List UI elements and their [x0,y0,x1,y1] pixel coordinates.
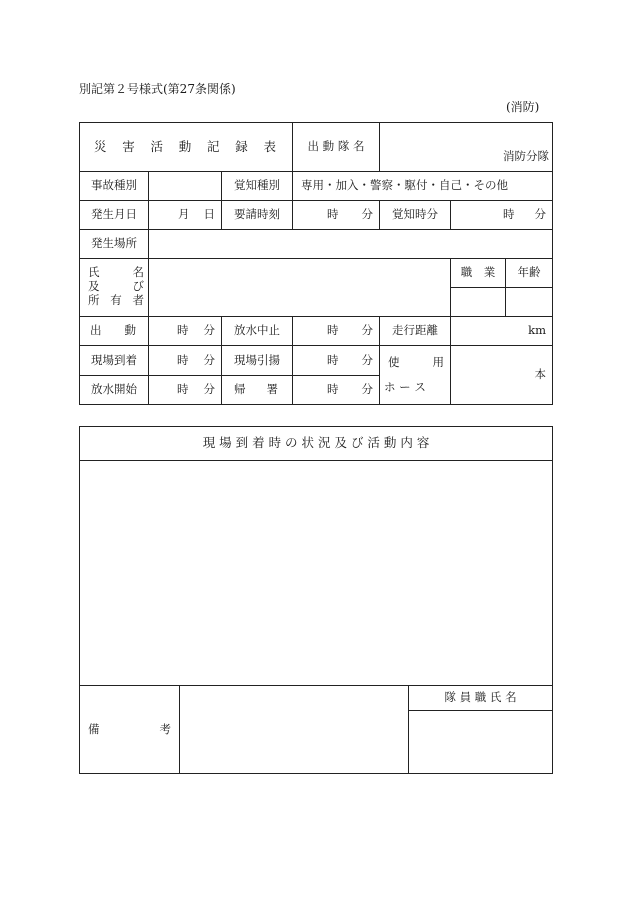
hour-unit: 時 [503,207,515,222]
activity-title: 現 場 到 着 時 の 状 況 及 び 活 動 内 容 [80,427,553,461]
record-table [79,122,553,405]
dispatch-label [80,317,149,346]
hose-label-a: 使 [388,354,400,369]
title-char: 活 [150,138,164,154]
owner-label-line: 氏 名 [88,265,144,279]
minute-unit: 分 [361,382,374,397]
hour-unit: 時 [327,352,339,367]
return-label-a: 帰 [234,382,246,397]
minute-unit: 分 [361,323,374,338]
hour-unit: 時 [177,352,189,367]
minute-unit: 分 [203,382,215,397]
age-field[interactable] [506,288,553,317]
remarks-label-a: 備 [88,721,100,736]
arrival-time-field[interactable] [149,346,222,376]
distance-field[interactable] [451,317,553,346]
request-time-field[interactable] [293,201,380,230]
return-label-b: 署 [266,382,279,397]
hose-unit: 本 [534,367,547,382]
activity-content-field[interactable] [80,461,553,686]
minute-unit: 分 [361,352,374,367]
hose-label-b: 用 [432,354,445,369]
notice-time-field[interactable] [451,201,553,230]
activity-table [79,426,553,774]
unit-suffix: 消防分隊 [503,148,550,163]
withdraw-label: 現場引揚 [222,346,293,376]
form-id: 別記第２号様式(第27条関係) [79,82,236,96]
owner-label [80,259,149,317]
minute-unit: 分 [203,323,215,338]
request-time-label: 要請時刻 [222,201,293,230]
water-stop-label: 放水中止 [222,317,293,346]
minute-unit: 分 [534,207,547,222]
title-char: 表 [263,138,277,154]
occupation-field[interactable] [451,288,506,317]
dispatch-time-field[interactable] [149,317,222,346]
dispatch-label-a: 出 [90,323,102,338]
distance-label: 走行距離 [380,317,451,346]
occurrence-date-label: 発生月日 [80,201,149,230]
title-char: 動 [178,138,192,154]
distance-unit: km [528,323,547,338]
staff-label: 隊 員 職 氏 名 [409,686,553,711]
return-label [222,376,293,405]
arrival-label: 現場到着 [80,346,149,376]
minute-unit: 分 [361,207,374,222]
return-time-field[interactable] [293,376,380,405]
remarks-label-b: 考 [159,721,171,736]
water-stop-field[interactable] [293,317,380,346]
remarks-field[interactable] [180,686,409,774]
hour-unit: 時 [327,382,339,397]
notice-type-label: 覚知種別 [222,172,293,201]
owner-field[interactable] [149,259,451,317]
unit-name-field[interactable] [380,123,553,172]
notice-time-label: 覚知時分 [380,201,451,230]
accident-type-field[interactable] [149,172,222,201]
owner-label-line: 所有者 [88,293,144,307]
staff-field[interactable] [409,711,553,774]
title-char: 記 [207,138,220,154]
owner-label-line: 及 び [88,279,144,293]
title-char: 災 [94,138,107,154]
water-start-time-field[interactable] [149,376,222,405]
occurrence-date-field[interactable] [149,201,222,230]
hour-unit: 時 [327,323,339,338]
notice-type-options[interactable]: 専用・加入・警察・駆付・自己・その他 [293,172,553,201]
withdraw-time-field[interactable] [293,346,380,376]
accident-type-label: 事故種別 [80,172,149,201]
hose-label [380,346,451,405]
dispatch-label-b: 動 [124,323,136,338]
minute-unit: 分 [203,352,215,367]
department-label: (消防) [506,100,540,114]
hose-label-line2: ホ ー ス [384,380,426,394]
hose-count-field[interactable] [451,346,553,405]
record-title [80,123,293,172]
day-unit: 日 [203,207,215,222]
age-label: 年齢 [506,259,553,288]
hour-unit: 時 [177,382,189,397]
place-label: 発生場所 [80,230,149,259]
occupation-label: 職 業 [451,259,506,288]
unit-name-label: 出 動 隊 名 [293,123,380,172]
title-char: 害 [122,138,135,154]
place-field[interactable] [149,230,553,259]
water-start-label: 放水開始 [80,376,149,405]
remarks-label [80,686,180,774]
title-char: 録 [235,138,248,154]
month-unit: 月 [178,207,190,222]
hour-unit: 時 [327,207,339,222]
hour-unit: 時 [177,323,189,338]
